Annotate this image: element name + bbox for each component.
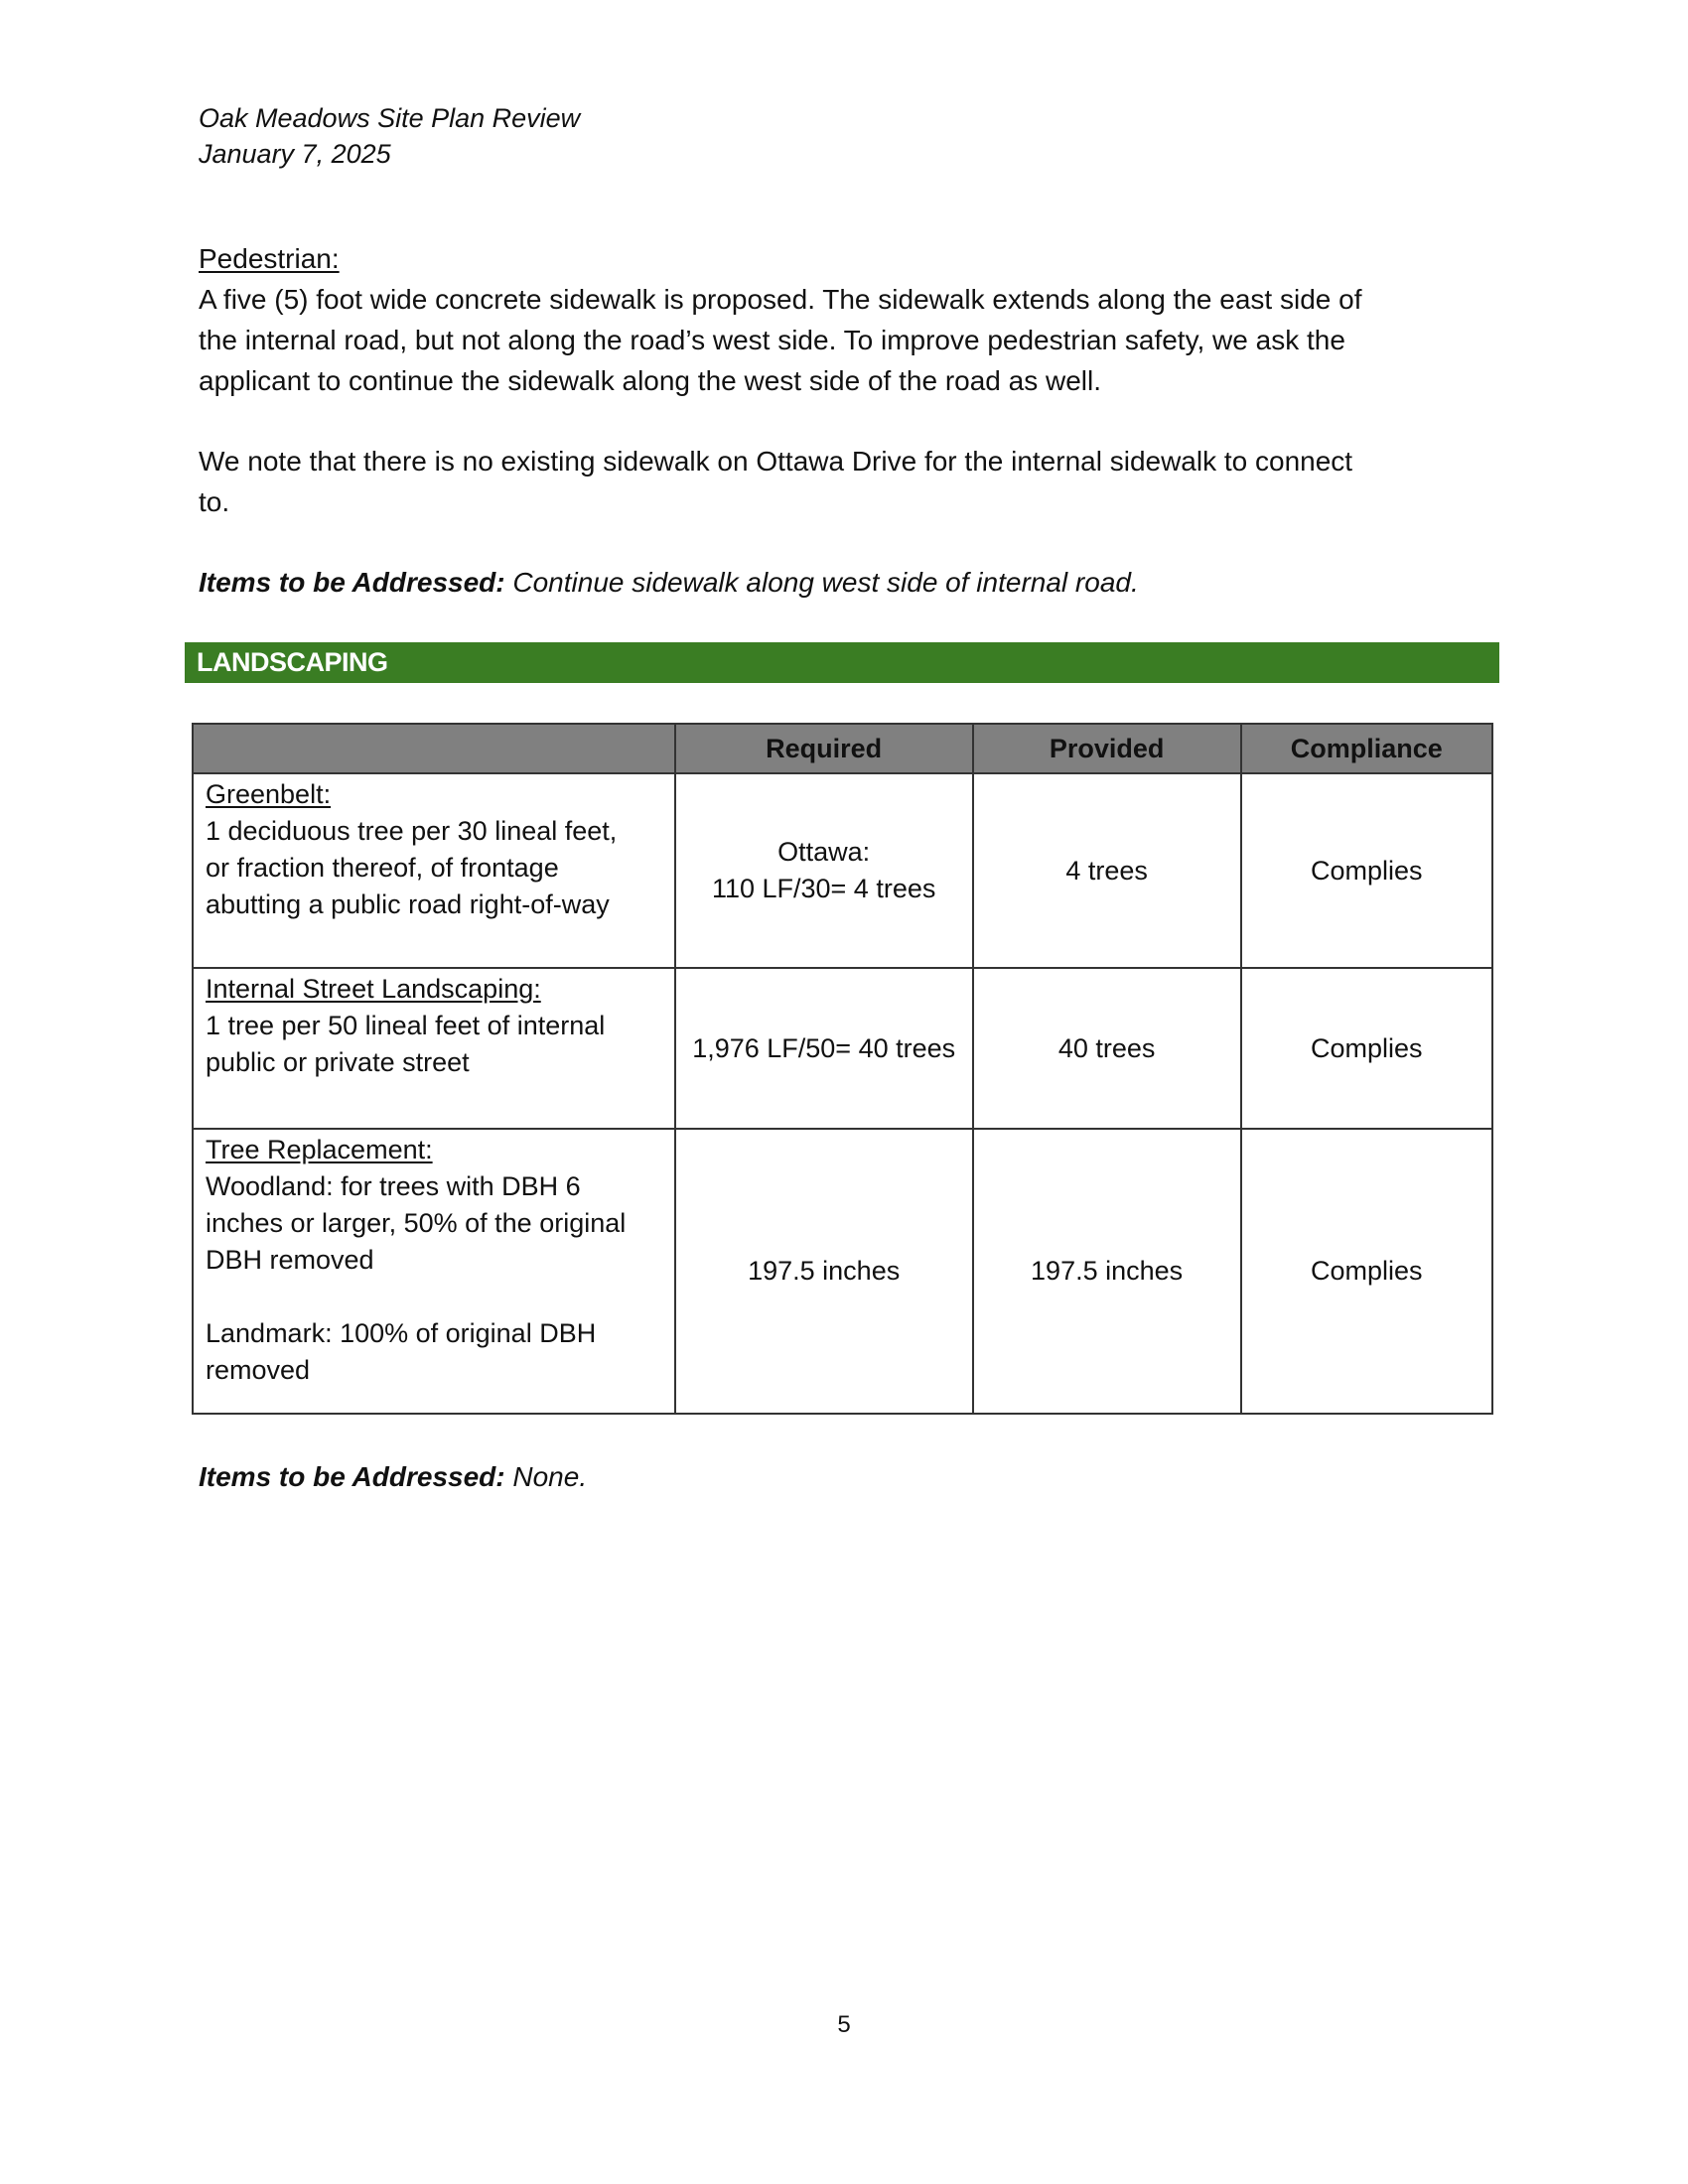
criteria-cell	[193, 1129, 675, 1414]
criteria-desc-line: 1 deciduous tree per 30 lineal feet,	[206, 816, 618, 846]
pedestrian-note-line: We note that there is no existing sidewalk on Ottawa Drive for the internal sidewalk to connect	[199, 446, 1353, 477]
required-cell	[675, 773, 973, 968]
required-line: 197.5 inches	[748, 1256, 901, 1286]
criteria-desc-line: DBH removed	[206, 1245, 374, 1275]
table-row	[193, 773, 1492, 968]
landscaping-table	[192, 723, 1493, 1415]
pedestrian-paragraph-line: applicant to continue the sidewalk along the west side of the road as well.	[199, 365, 1102, 396]
criteria-title: Internal Street Landscaping:	[206, 974, 541, 1004]
document-title: Oak Meadows Site Plan Review	[199, 103, 581, 133]
landscaping-items-to-address	[199, 1456, 587, 1497]
criteria-desc-line: public or private street	[206, 1047, 470, 1077]
criteria-cell	[193, 773, 675, 968]
compliance-cell: Complies	[1241, 968, 1492, 1129]
table-row	[193, 968, 1492, 1129]
compliance-cell: Complies	[1241, 773, 1492, 968]
column-header-required: Required	[675, 724, 973, 773]
items-text: Continue sidewalk along west side of internal road.	[512, 567, 1139, 598]
items-label: Items to be Addressed:	[199, 567, 505, 598]
provided-cell: 40 trees	[973, 968, 1241, 1129]
criteria-cell	[193, 968, 675, 1129]
items-text: None.	[512, 1461, 588, 1492]
criteria-title: Tree Replacement:	[206, 1135, 433, 1164]
column-header-provided: Provided	[973, 724, 1241, 773]
items-label: Items to be Addressed:	[199, 1461, 505, 1492]
required-line: Ottawa:	[777, 837, 871, 867]
provided-cell: 197.5 inches	[973, 1129, 1241, 1414]
required-line: 110 LF/30= 4 trees	[711, 874, 936, 903]
section-title: LANDSCAPING	[197, 647, 388, 677]
column-header-compliance: Compliance	[1241, 724, 1492, 773]
table-header-row	[193, 724, 1492, 773]
pedestrian-paragraph-line: the internal road, but not along the road’s west side. To improve pedestrian safety, we ask the	[199, 325, 1345, 355]
spacer	[206, 1279, 662, 1315]
criteria-desc-line: Woodland: for trees with DBH 6	[206, 1171, 581, 1201]
pedestrian-items-to-address	[199, 562, 1139, 603]
criteria-desc-line: inches or larger, 50% of the original	[206, 1208, 627, 1238]
required-cell	[675, 1129, 973, 1414]
criteria-desc-line: removed	[206, 1355, 311, 1385]
pedestrian-paragraph-line: A five (5) foot wide concrete sidewalk is proposed. The sidewalk extends along the east side of	[199, 284, 1362, 315]
compliance-cell: Complies	[1241, 1129, 1492, 1414]
criteria-desc-line: abutting a public road right-of-way	[206, 889, 610, 919]
required-cell	[675, 968, 973, 1129]
provided-cell: 4 trees	[973, 773, 1241, 968]
pedestrian-note-line: to.	[199, 486, 230, 517]
page-number: 5	[837, 2011, 851, 2038]
criteria-title: Greenbelt:	[206, 779, 332, 809]
required-line: 1,976 LF/50= 40 trees	[692, 1032, 956, 1063]
column-header-criteria	[193, 724, 675, 773]
pedestrian-heading: Pedestrian:	[199, 243, 340, 274]
criteria-desc-line: Landmark: 100% of original DBH	[206, 1318, 597, 1348]
landscaping-section-header	[185, 642, 1499, 683]
document-date: January 7, 2025	[199, 139, 391, 169]
criteria-desc-line: or fraction thereof, of frontage	[206, 853, 559, 883]
criteria-desc-line: 1 tree per 50 lineal feet of internal	[206, 1011, 606, 1040]
table-row	[193, 1129, 1492, 1414]
